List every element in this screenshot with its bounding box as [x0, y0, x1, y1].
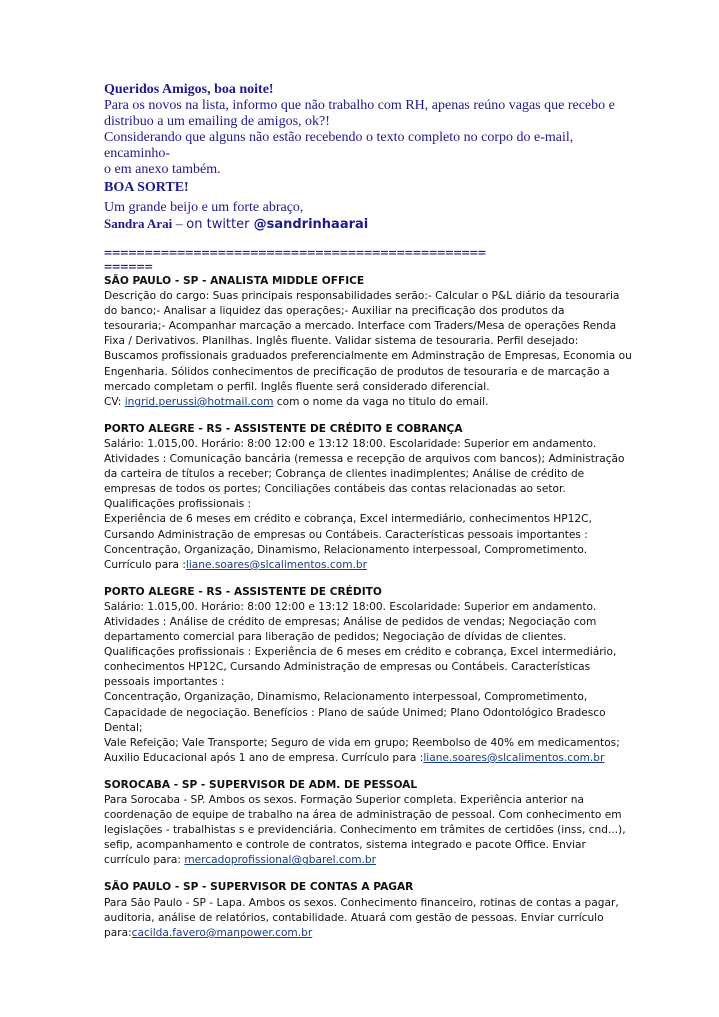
job-title: PORTO ALEGRE - RS - ASSISTENTE DE CRÉDITO: [104, 585, 382, 598]
job-description-line: auditoria, análise de relatórios, contabilidade. Atuará com gestão de pessoas. Enviar currículo: [104, 911, 604, 924]
job-contact-line: [104, 395, 624, 410]
greeting: Queridos Amigos, boa noite!: [104, 82, 274, 97]
job-description-line: Atividades : Análise de crédito de empresas; Análise de pedidos de vendas; Negociação com: [104, 615, 597, 628]
job-description-line: pessoais importantes :: [104, 676, 225, 689]
job-description-line: Para Sorocaba - SP. Ambos os sexos. Formação Superior completa. Experiência anterior na: [104, 794, 584, 806]
job-contact-line: [104, 926, 624, 941]
contact-prefix: Auxilio Educacional após 1 ano de empresa. Currículo para :: [104, 751, 424, 764]
job-description-line: Qualificações profissionais : Experiência de 6 meses em crédito e cobrança, Excel intermediário,: [104, 646, 617, 659]
contact-email-link[interactable]: cacilda.favero@manpower.com.br: [131, 926, 313, 939]
job-title: PORTO ALEGRE - RS - ASSISTENTE DE CRÉDITO E COBRANÇA: [104, 422, 463, 435]
job-description-line: Concentração, Organização, Dinamismo, Relacionamento interpessoal, Comprometimento,: [104, 691, 588, 704]
intro-line: o em anexo também.: [104, 162, 221, 177]
job-description-line: Salário: 1.015,00. Horário: 8:00 12:00 e 13:12 18:00. Escolaridade: Superior em andamento.: [104, 600, 597, 613]
contact-email-link[interactable]: ingrid.perussi@hotmail.com: [124, 395, 274, 408]
job-description-line: Fixa / Derivativos. Planilhas. Inglês fluente. Validar sistema de tesouraria. Perfil desejado:: [104, 335, 579, 348]
intro-block: [104, 82, 624, 178]
job-title: SÃO PAULO - SP - SUPERVISOR DE CONTAS A PAGAR: [104, 881, 414, 894]
job-description-line: Capacidade de negociação. Benefícios : Plano de saúde Unimed; Plano Odontológico Bradesco: [104, 706, 606, 719]
contact-prefix: Currículo para :: [104, 558, 186, 571]
separator-line: [104, 246, 624, 274]
twitter-handle[interactable]: @sandrinhaarai: [253, 217, 369, 232]
job-description-line: legislações - trabalhistas s e previdenciária. Conhecimento em trâmites de certidões (inss, cnd...),: [104, 824, 626, 837]
contact-email-link[interactable]: mercadoprofissional@gbarel.com.br: [184, 854, 376, 867]
good-luck-heading: BOA SORTE!: [104, 180, 189, 195]
job-description-line: Vale Refeição; Vale Transporte; Seguro de vida em grupo; Reembolso de 40% em medicamentos;: [104, 736, 620, 749]
signature-name: Sandra Arai: [104, 216, 173, 231]
email-document: [104, 82, 632, 941]
job-description-line: Engenharia. Sólidos conhecimentos de precificação de produtos de tesouraria e de marcação a: [104, 365, 610, 378]
job-posting: [104, 422, 624, 573]
job-description-line: Experiência de 6 meses em crédito e cobrança, Excel intermediário, conhecimentos HP12C,: [104, 513, 592, 526]
job-description-line: mercado completam o perfil. Inglês fluente será considerado diferencial.: [104, 380, 490, 393]
job-posting: [104, 585, 624, 766]
job-posting: [104, 778, 624, 869]
job-description-line: tesouraria;- Acompanhar marcação a mercado. Interface com Traders/Mesa de operações Renda: [104, 320, 617, 333]
contact-prefix: para:: [104, 926, 132, 939]
job-description-line: coordenação de equipe de trabalho na área de administração de pessoal. Com conhecimento em: [104, 809, 622, 822]
job-posting: [104, 274, 632, 410]
job-description-line: Para São Paulo - SP - Lapa. Ambos os sexos. Conhecimento financeiro, rotinas de contas a pagar,: [104, 896, 619, 909]
job-description-line: Descrição do cargo: Suas principais responsabilidades serão:- Calcular o P&L diário da tesouraria: [104, 290, 620, 303]
job-description-line: Dental;: [104, 721, 143, 734]
contact-suffix: com o nome da vaga no titulo do email.: [273, 395, 489, 408]
intro-line: Para os novos na lista, informo que não trabalho com RH, apenas reúno vagas que recebo e: [104, 98, 615, 113]
job-description-line: Atividades : Comunicação bancária (remessa e recepção de arquivos com bancos); Administração: [104, 453, 625, 466]
job-contact-line: [104, 853, 624, 868]
job-posting: [104, 880, 624, 940]
job-list: [104, 274, 632, 941]
job-description-line: conhecimentos HP12C, Cursando Administração de empresas ou Contábeis. Características: [104, 661, 591, 674]
job-description-line: sefip, acompanhamento e controle de contratos, sistema integrado e pacote Office. Enviar: [104, 839, 586, 852]
intro-line: distribuo a um emailing de amigos, ok?!: [104, 114, 330, 129]
job-description-line: Concentração, Organização, Dinamismo, Relacionamento interpessoal, Comprometimento.: [104, 543, 588, 556]
job-description-line: Cursando Administração de empresas ou Contábeis. Características pessoais importantes :: [104, 528, 588, 541]
contact-prefix: CV:: [104, 395, 125, 408]
contact-email-link[interactable]: liane.soares@slcalimentos.com.br: [185, 558, 367, 571]
job-contact-line: [104, 751, 624, 766]
intro-line: Considerando que alguns não estão recebendo o texto completo no corpo do e-mail, encaminho-: [104, 130, 574, 161]
signature-line: [104, 216, 624, 233]
job-description-line: Qualificações profissionais :: [104, 498, 252, 511]
contact-prefix: currículo para:: [104, 854, 185, 867]
job-description-line: Buscamos profissionais graduados preferencialmente em Adminstração de Empresas, Economia ou: [104, 350, 632, 363]
signature-dash: –: [172, 217, 187, 232]
contact-email-link[interactable]: liane.soares@slcalimentos.com.br: [423, 751, 605, 764]
closing-line: Um grande beijo e um forte abraço,: [104, 200, 304, 215]
job-description-line: do banco;- Analisar a liquidez das operações;- Auxiliar na precificação dos produtos da: [104, 305, 565, 318]
separator-row: ======: [104, 259, 153, 275]
job-description-line: da carteira de títulos a receber; Cobrança de clientes inadimplentes; Análise de crédito de: [104, 468, 585, 481]
job-description-line: empresas de todos os portes; Conciliações contábeis das contas relacionadas ao setor.: [104, 483, 566, 496]
job-title: SÃO PAULO - SP - ANALISTA MIDDLE OFFICE: [104, 275, 365, 287]
separator-row: ===============================================: [104, 245, 487, 261]
job-description-line: Salário: 1.015,00. Horário: 8:00 12:00 e 13:12 18:00. Escolaridade: Superior em andamento.: [104, 437, 597, 450]
job-description-line: departamento comercial para liberação de pedidos; Negociação de dívidas de clientes.: [104, 631, 567, 644]
twitter-prefix: on twitter: [186, 217, 254, 232]
job-contact-line: [104, 558, 624, 573]
job-title: SOROCABA - SP - SUPERVISOR DE ADM. DE PESSOAL: [104, 778, 418, 791]
